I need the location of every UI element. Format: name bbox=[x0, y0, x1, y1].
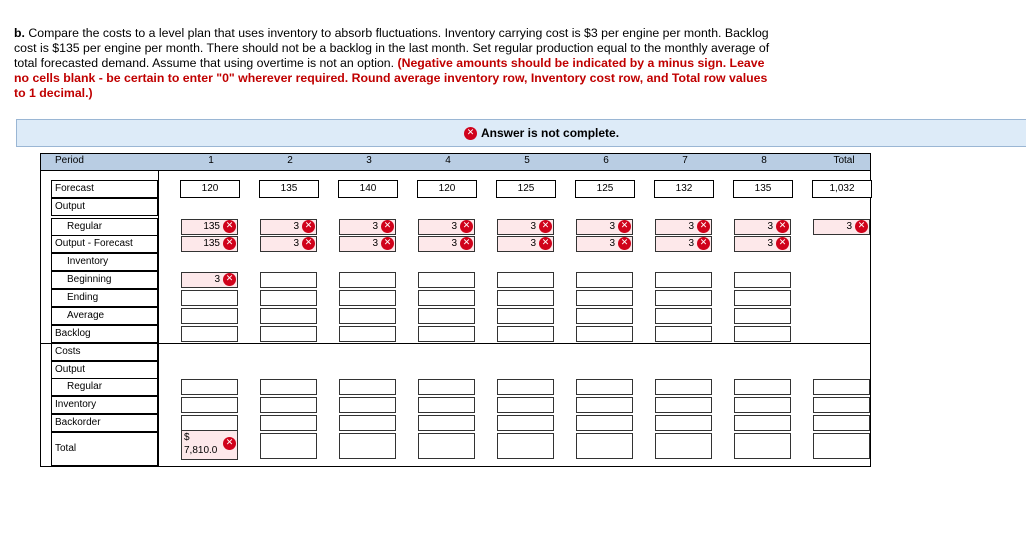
ending-input[interactable] bbox=[576, 290, 633, 306]
row-label-costs-regular: Regular bbox=[51, 378, 158, 396]
row-label-forecast: Forecast bbox=[51, 180, 158, 198]
regular-input[interactable]: 3 ✕ bbox=[497, 219, 554, 235]
error-icon: ✕ bbox=[223, 220, 236, 233]
error-icon: ✕ bbox=[776, 237, 789, 250]
backlog-input[interactable] bbox=[339, 326, 396, 342]
average-input[interactable] bbox=[260, 308, 317, 324]
cost-inventory-input[interactable] bbox=[576, 397, 633, 413]
beginning-input[interactable] bbox=[576, 272, 633, 288]
regular-input[interactable]: 3 ✕ bbox=[576, 219, 633, 235]
beginning-input[interactable] bbox=[734, 272, 791, 288]
regular-input[interactable]: 3 ✕ bbox=[418, 219, 475, 235]
forecast-cell: 125 bbox=[575, 180, 635, 198]
error-icon: ✕ bbox=[460, 220, 473, 233]
ending-input[interactable] bbox=[339, 290, 396, 306]
ending-input[interactable] bbox=[260, 290, 317, 306]
total-cost-input[interactable] bbox=[418, 433, 475, 459]
beginning-input[interactable] bbox=[655, 272, 712, 288]
error-icon: ✕ bbox=[539, 220, 552, 233]
beginning-input[interactable] bbox=[418, 272, 475, 288]
row-label-costs-output: Output bbox=[51, 361, 158, 379]
cost-regular-input[interactable] bbox=[181, 379, 238, 395]
average-input[interactable] bbox=[418, 308, 475, 324]
header-period-8: 8 bbox=[761, 155, 767, 166]
cost-regular-input[interactable] bbox=[339, 379, 396, 395]
header-period-7: 7 bbox=[682, 155, 688, 166]
cost-backorder-input[interactable] bbox=[497, 415, 554, 431]
average-input[interactable] bbox=[339, 308, 396, 324]
regular-input[interactable]: 135 ✕ bbox=[181, 219, 238, 235]
cost-inventory-input[interactable] bbox=[497, 397, 554, 413]
error-icon: ✕ bbox=[464, 127, 477, 140]
currency-symbol: $ bbox=[184, 432, 190, 443]
cost-backorder-input[interactable] bbox=[181, 415, 238, 431]
backlog-input[interactable] bbox=[576, 326, 633, 342]
cost-inventory-input[interactable] bbox=[734, 397, 791, 413]
forecast-cell: 135 bbox=[259, 180, 319, 198]
row-label-average: Average bbox=[51, 307, 158, 325]
error-icon: ✕ bbox=[539, 237, 552, 250]
total-cost-input[interactable] bbox=[497, 433, 554, 459]
header-total: Total bbox=[833, 155, 855, 166]
beginning-input[interactable] bbox=[260, 272, 317, 288]
output-forecast-input[interactable]: 3 ✕ bbox=[418, 236, 475, 252]
cost-inventory-input[interactable] bbox=[418, 397, 475, 413]
table-header bbox=[40, 153, 871, 171]
beginning-input[interactable] bbox=[339, 272, 396, 288]
row-label-inventory: Inventory bbox=[51, 253, 158, 271]
beginning-input[interactable]: 3 ✕ bbox=[181, 272, 238, 288]
ending-input[interactable] bbox=[181, 290, 238, 306]
regular-input[interactable]: 3 ✕ bbox=[260, 219, 317, 235]
total-cost-input[interactable] bbox=[734, 433, 791, 459]
grand-total-input[interactable] bbox=[813, 433, 870, 459]
label-column-divider bbox=[158, 170, 159, 466]
output-forecast-input[interactable]: 3 ✕ bbox=[655, 236, 712, 252]
forecast-cell: 120 bbox=[417, 180, 477, 198]
total-cost-input[interactable] bbox=[339, 433, 396, 459]
error-icon: ✕ bbox=[618, 220, 631, 233]
error-icon: ✕ bbox=[697, 220, 710, 233]
forecast-cell: 135 bbox=[733, 180, 793, 198]
average-input[interactable] bbox=[734, 308, 791, 324]
regular-input[interactable]: 3 ✕ bbox=[339, 219, 396, 235]
total-cost-value: 7,810.0 bbox=[184, 445, 218, 456]
error-icon: ✕ bbox=[697, 237, 710, 250]
section-divider bbox=[40, 343, 871, 344]
total-cost-input[interactable] bbox=[260, 433, 317, 459]
table-right-border bbox=[870, 170, 871, 466]
cost-backorder-input[interactable] bbox=[576, 415, 633, 431]
header-period-4: 4 bbox=[445, 155, 451, 166]
total-cost-input[interactable] bbox=[655, 433, 712, 459]
output-forecast-input[interactable]: 3 ✕ bbox=[339, 236, 396, 252]
output-forecast-input[interactable]: 3 ✕ bbox=[497, 236, 554, 252]
cost-regular-input[interactable] bbox=[497, 379, 554, 395]
error-icon: ✕ bbox=[223, 273, 236, 286]
output-forecast-input[interactable]: 135 ✕ bbox=[181, 236, 238, 252]
status-banner bbox=[16, 119, 1026, 147]
row-label-total: Total bbox=[51, 432, 158, 466]
header-period-1: 1 bbox=[208, 155, 214, 166]
banner-message: Answer is not complete. bbox=[481, 126, 620, 140]
cost-regular-total-input[interactable] bbox=[813, 379, 870, 395]
backlog-input[interactable] bbox=[418, 326, 475, 342]
forecast-cell: 125 bbox=[496, 180, 556, 198]
total-cost-input[interactable] bbox=[576, 433, 633, 459]
regular-total-input[interactable]: 3 ✕ bbox=[813, 219, 870, 235]
cost-backorder-input[interactable] bbox=[339, 415, 396, 431]
error-icon: ✕ bbox=[460, 237, 473, 250]
ending-input[interactable] bbox=[734, 290, 791, 306]
backlog-input[interactable] bbox=[655, 326, 712, 342]
header-period: Period bbox=[55, 155, 84, 166]
average-input[interactable] bbox=[497, 308, 554, 324]
cost-backorder-input[interactable] bbox=[418, 415, 475, 431]
error-icon: ✕ bbox=[776, 220, 789, 233]
average-input[interactable] bbox=[576, 308, 633, 324]
output-forecast-input[interactable]: 3 ✕ bbox=[734, 236, 791, 252]
forecast-cell: 120 bbox=[180, 180, 240, 198]
row-label-regular: Regular bbox=[51, 218, 158, 236]
backlog-input[interactable] bbox=[497, 326, 554, 342]
output-forecast-input[interactable]: 3 ✕ bbox=[260, 236, 317, 252]
beginning-input[interactable] bbox=[497, 272, 554, 288]
regular-input[interactable]: 3 ✕ bbox=[734, 219, 791, 235]
cost-backorder-input[interactable] bbox=[655, 415, 712, 431]
average-input[interactable] bbox=[655, 308, 712, 324]
row-label-ending: Ending bbox=[51, 289, 158, 307]
cost-inventory-input[interactable] bbox=[655, 397, 712, 413]
total-cost-input[interactable] bbox=[181, 430, 238, 460]
cost-backorder-total-input[interactable] bbox=[813, 415, 870, 431]
output-forecast-input[interactable]: 3 ✕ bbox=[576, 236, 633, 252]
row-label-output: Output bbox=[51, 198, 158, 216]
cost-backorder-input[interactable] bbox=[734, 415, 791, 431]
regular-input[interactable]: 3 ✕ bbox=[655, 219, 712, 235]
cost-inventory-input[interactable] bbox=[339, 397, 396, 413]
error-icon: ✕ bbox=[381, 220, 394, 233]
header-period-2: 2 bbox=[287, 155, 293, 166]
backlog-input[interactable] bbox=[181, 326, 238, 342]
ending-input[interactable] bbox=[497, 290, 554, 306]
cost-regular-input[interactable] bbox=[734, 379, 791, 395]
question-text: b. Compare the costs to a level plan that uses inventory to absorb fluctuations. Inventory carrying cost is $3 per engine per month. Backlog cost is $135 per engine per month. There should not be a backlog in the last month. Set regular production equal to the monthly average of total forecasted demand. Assume that using overtime is not an option. (Negative amounts should be indicated by a minus sign. Leave no cells blank - be certain to enter "0" wherever required. Round average inventory row, Inventory cost row, and Total row values to 1 decimal.) bbox=[14, 26, 770, 100]
row-label-beginning: Beginning bbox=[51, 271, 158, 289]
error-icon: ✕ bbox=[618, 237, 631, 250]
header-period-3: 3 bbox=[366, 155, 372, 166]
table-left-border bbox=[40, 170, 41, 466]
cost-regular-input[interactable] bbox=[260, 379, 317, 395]
cost-regular-input[interactable] bbox=[418, 379, 475, 395]
average-input[interactable] bbox=[181, 308, 238, 324]
row-label-costs: Costs bbox=[51, 343, 158, 361]
row-label-output-forecast: Output - Forecast bbox=[51, 235, 158, 253]
ending-input[interactable] bbox=[655, 290, 712, 306]
cost-inventory-input[interactable] bbox=[260, 397, 317, 413]
row-label-backlog: Backlog bbox=[51, 325, 158, 343]
error-icon: ✕ bbox=[223, 237, 236, 250]
error-icon: ✕ bbox=[302, 220, 315, 233]
forecast-cell: 132 bbox=[654, 180, 714, 198]
error-icon: ✕ bbox=[302, 237, 315, 250]
error-icon: ✕ bbox=[855, 220, 868, 233]
table-bottom-border bbox=[40, 466, 871, 467]
error-icon: ✕ bbox=[223, 437, 236, 450]
row-label-backorder: Backorder bbox=[51, 414, 158, 432]
header-period-6: 6 bbox=[603, 155, 609, 166]
cost-regular-input[interactable] bbox=[655, 379, 712, 395]
ending-input[interactable] bbox=[418, 290, 475, 306]
header-period-5: 5 bbox=[524, 155, 530, 166]
row-label-costs-inventory: Inventory bbox=[51, 396, 158, 414]
forecast-cell: 140 bbox=[338, 180, 398, 198]
forecast-total-cell: 1,032 bbox=[812, 180, 872, 198]
backlog-input[interactable] bbox=[260, 326, 317, 342]
cost-regular-input[interactable] bbox=[576, 379, 633, 395]
error-icon: ✕ bbox=[381, 237, 394, 250]
cost-inventory-input[interactable] bbox=[181, 397, 238, 413]
cost-inventory-total-input[interactable] bbox=[813, 397, 870, 413]
cost-backorder-input[interactable] bbox=[260, 415, 317, 431]
backlog-input[interactable] bbox=[734, 326, 791, 342]
